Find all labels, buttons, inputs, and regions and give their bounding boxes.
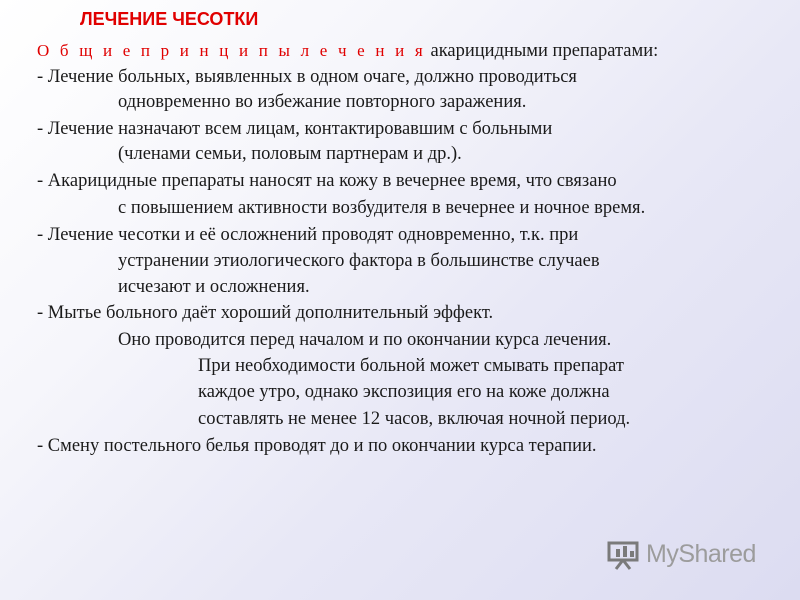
logo-text: MyShared: [646, 540, 756, 568]
text-line: - Акарицидные препараты наносят на кожу в вечернее время, что связано: [37, 171, 617, 191]
text-line: каждое утро, однако экспозиция его на коже должна: [198, 382, 610, 402]
intro-text: акарицидными препаратами:: [425, 41, 659, 61]
intro-line: [37, 40, 658, 62]
slide-title: ЛЕЧЕНИЕ ЧЕСОТКИ: [80, 9, 259, 29]
text-line: (членами семьи, половым партнерам и др.).: [118, 144, 462, 164]
text-line: одновременно во избежание повторного заражения.: [118, 92, 527, 112]
text-line: - Смену постельного белья проводят до и по окончании курса терапии.: [37, 436, 597, 456]
myshared-logo[interactable]: [607, 536, 767, 576]
intro-heading: О б щ и е п р и н ц и п ы л е ч е н и я: [37, 41, 426, 60]
text-line: - Мытье больного даёт хороший дополнительный эффект.: [37, 303, 494, 323]
text-line: При необходимости больной может смывать препарат: [198, 356, 624, 376]
text-line: - Лечение больных, выявленных в одном очаге, должно проводиться: [37, 67, 577, 87]
text-line: исчезают и осложнения.: [118, 277, 310, 297]
text-line: устранении этиологического фактора в большинстве случаев: [118, 251, 600, 271]
presentation-board-icon: [607, 540, 641, 570]
text-line: с повышением активности возбудителя в вечернее и ночное время.: [118, 198, 646, 218]
text-line: - Лечение назначают всем лицам, контактировавшим с больными: [37, 119, 553, 139]
text-line: составлять не менее 12 часов, включая ночной период.: [198, 409, 631, 429]
text-line: - Лечение чесотки и её осложнений проводят одновременно, т.к. при: [37, 225, 579, 245]
text-line: Оно проводится перед началом и по окончании курса лечения.: [118, 330, 612, 350]
